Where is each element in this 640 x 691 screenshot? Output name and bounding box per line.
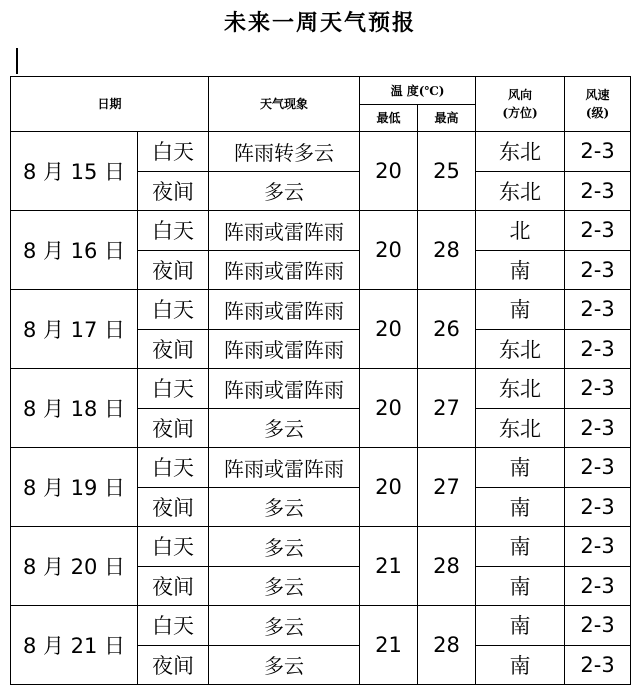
temp-high-cell: 28: [418, 211, 476, 290]
forecast-body: [11, 132, 631, 685]
period-cell: 夜间: [138, 645, 209, 685]
wind-direction-cell: 南: [476, 645, 565, 685]
period-cell: 夜间: [138, 171, 209, 211]
date-cell: 8 月 18 日: [11, 369, 138, 448]
header-weather: 天气现象: [209, 77, 360, 132]
wind-speed-cell: 2-3: [565, 487, 631, 527]
weather-cell: 阵雨或雷阵雨: [209, 369, 360, 409]
header-wind-speed-unit: (级): [585, 106, 610, 120]
weather-cell: 多云: [209, 408, 360, 448]
wind-direction-cell: 东北: [476, 329, 565, 369]
weather-cell: 阵雨或雷阵雨: [209, 290, 360, 330]
page-title: 未来一周天气预报: [223, 10, 416, 36]
wind-speed-cell: 2-3: [565, 527, 631, 567]
wind-speed-cell: 2-3: [565, 211, 631, 251]
wind-direction-cell: 南: [476, 448, 565, 488]
weather-cell: 多云: [209, 171, 360, 211]
date-cell: 8 月 17 日: [11, 290, 138, 369]
period-cell: 夜间: [138, 487, 209, 527]
wind-speed-cell: 2-3: [565, 448, 631, 488]
temp-low-cell: 20: [360, 132, 418, 211]
header-temp-low: 最低: [360, 105, 418, 132]
table-row: [11, 527, 631, 567]
temp-low-cell: 20: [360, 369, 418, 448]
period-cell: 夜间: [138, 250, 209, 290]
temp-high-cell: 28: [418, 527, 476, 606]
table-row: [11, 448, 631, 488]
temp-high-cell: 27: [418, 369, 476, 448]
table-row: [11, 211, 631, 251]
header-temperature: 温 度(℃): [360, 77, 476, 105]
temp-high-cell: 28: [418, 606, 476, 685]
wind-speed-cell: 2-3: [565, 132, 631, 172]
wind-direction-cell: 南: [476, 290, 565, 330]
temp-low-cell: 21: [360, 606, 418, 685]
weather-cell: 多云: [209, 487, 360, 527]
temp-high-cell: 27: [418, 448, 476, 527]
header-wind-speed: [565, 77, 631, 132]
period-cell: 白天: [138, 132, 209, 172]
header-wind-direction: [476, 77, 565, 132]
wind-speed-cell: 2-3: [565, 606, 631, 646]
period-cell: 夜间: [138, 408, 209, 448]
wind-direction-cell: 东北: [476, 369, 565, 409]
wind-speed-cell: 2-3: [565, 250, 631, 290]
wind-speed-cell: 2-3: [565, 408, 631, 448]
wind-direction-cell: 南: [476, 566, 565, 606]
table-row: [11, 290, 631, 330]
period-cell: 白天: [138, 448, 209, 488]
period-cell: 夜间: [138, 566, 209, 606]
table-row: [11, 606, 631, 646]
text-cursor: [16, 48, 18, 74]
weather-cell: 阵雨转多云: [209, 132, 360, 172]
temp-low-cell: 20: [360, 290, 418, 369]
header-temp-high: 最高: [418, 105, 476, 132]
weather-cell: 多云: [209, 606, 360, 646]
wind-direction-cell: 北: [476, 211, 565, 251]
date-cell: 8 月 19 日: [11, 448, 138, 527]
wind-direction-cell: 南: [476, 606, 565, 646]
weather-cell: 多云: [209, 645, 360, 685]
weather-cell: 多云: [209, 566, 360, 606]
date-cell: 8 月 21 日: [11, 606, 138, 685]
wind-direction-cell: 南: [476, 487, 565, 527]
period-cell: 白天: [138, 369, 209, 409]
weather-cell: 阵雨或雷阵雨: [209, 329, 360, 369]
header-wind-speed-label: 风速: [585, 88, 610, 102]
temp-high-cell: 25: [418, 132, 476, 211]
forecast-table: [10, 76, 631, 685]
weather-cell: 阵雨或雷阵雨: [209, 211, 360, 251]
date-cell: 8 月 16 日: [11, 211, 138, 290]
header-wind-direction-label: 风向: [508, 88, 533, 102]
weather-cell: 多云: [209, 527, 360, 567]
period-cell: 白天: [138, 290, 209, 330]
wind-direction-cell: 南: [476, 250, 565, 290]
weather-cell: 阵雨或雷阵雨: [209, 448, 360, 488]
wind-direction-cell: 南: [476, 527, 565, 567]
wind-speed-cell: 2-3: [565, 645, 631, 685]
wind-direction-cell: 东北: [476, 171, 565, 211]
wind-speed-cell: 2-3: [565, 329, 631, 369]
wind-speed-cell: 2-3: [565, 171, 631, 211]
period-cell: 白天: [138, 606, 209, 646]
wind-direction-cell: 东北: [476, 132, 565, 172]
period-cell: 白天: [138, 211, 209, 251]
header-wind-direction-unit: (方位): [502, 106, 538, 120]
header-date: 日期: [11, 77, 209, 132]
table-row: [11, 132, 631, 172]
period-cell: 夜间: [138, 329, 209, 369]
table-row: [11, 369, 631, 409]
temp-low-cell: 20: [360, 211, 418, 290]
date-cell: 8 月 15 日: [11, 132, 138, 211]
wind-speed-cell: 2-3: [565, 290, 631, 330]
wind-speed-cell: 2-3: [565, 369, 631, 409]
period-cell: 白天: [138, 527, 209, 567]
weather-cell: 阵雨或雷阵雨: [209, 250, 360, 290]
temp-low-cell: 20: [360, 448, 418, 527]
wind-direction-cell: 东北: [476, 408, 565, 448]
wind-speed-cell: 2-3: [565, 566, 631, 606]
date-cell: 8 月 20 日: [11, 527, 138, 606]
temp-low-cell: 21: [360, 527, 418, 606]
temp-high-cell: 26: [418, 290, 476, 369]
